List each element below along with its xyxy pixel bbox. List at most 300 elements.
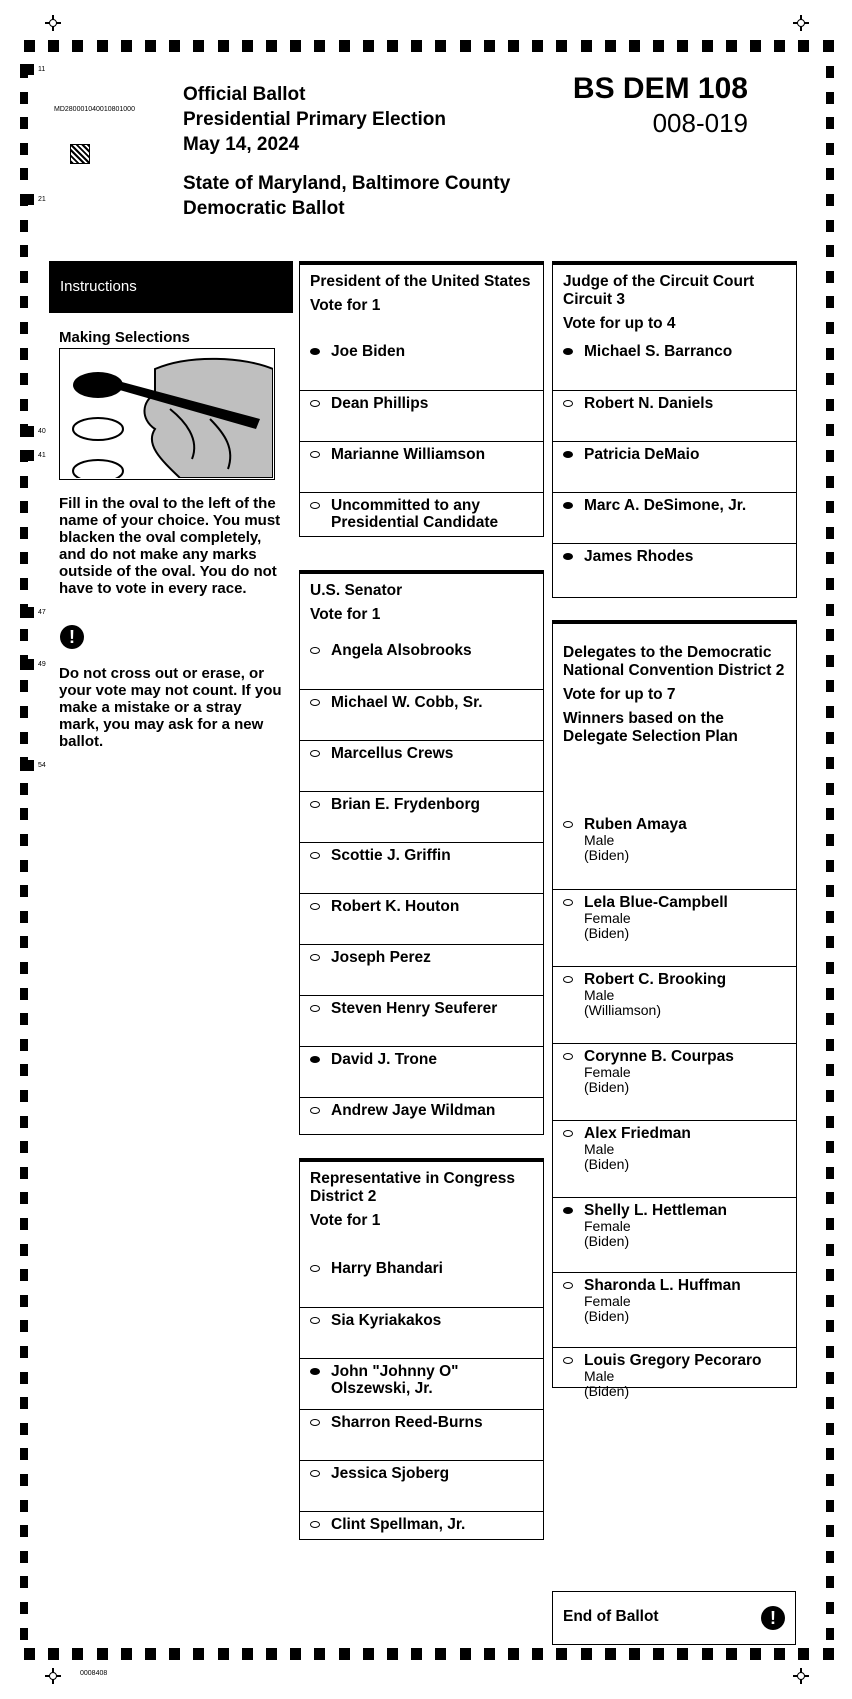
- qr-code-icon: [70, 144, 90, 164]
- candidate-row[interactable]: [300, 842, 543, 893]
- timing-mark: [20, 1448, 28, 1460]
- candidate-row[interactable]: [553, 812, 796, 889]
- timing-mark: [20, 373, 28, 385]
- candidate-name: Marc A. DeSimone, Jr.: [584, 497, 747, 514]
- candidate-name-block: [331, 949, 531, 966]
- timing-mark: [20, 1218, 28, 1230]
- timing-mark: [702, 1648, 713, 1660]
- timing-mark: [826, 629, 834, 641]
- candidate-pledge: (Williamson): [584, 1002, 661, 1018]
- empty-oval[interactable]: [310, 451, 320, 458]
- timing-mark: [20, 1192, 28, 1204]
- empty-oval[interactable]: [310, 750, 320, 757]
- timing-mark: [508, 40, 519, 52]
- candidate-row[interactable]: [553, 492, 796, 543]
- timing-mark: [823, 40, 834, 52]
- end-of-ballot-box: [552, 1591, 796, 1645]
- timing-mark: [826, 1269, 834, 1281]
- timing-mark: [20, 578, 28, 590]
- timing-mark: [314, 40, 325, 52]
- timing-mark: [826, 476, 834, 488]
- timing-mark: [826, 808, 834, 820]
- timing-mark: [826, 655, 834, 667]
- candidate-name: Marcellus Crews: [331, 745, 454, 762]
- candidate-row[interactable]: [300, 995, 543, 1046]
- timing-mark: [20, 527, 28, 539]
- timing-mark: [339, 40, 350, 52]
- timing-mark: [387, 40, 398, 52]
- candidate-row[interactable]: [553, 1120, 796, 1197]
- candidate-name: Ruben Amaya: [584, 816, 687, 833]
- margin-number: 54: [38, 762, 46, 769]
- candidate-gender: Female: [584, 1064, 631, 1080]
- timing-mark: [826, 168, 834, 180]
- timing-mark: [460, 1648, 471, 1660]
- candidate-name: Dean Phillips: [331, 395, 429, 412]
- empty-oval[interactable]: [310, 1005, 320, 1012]
- candidate-row[interactable]: [300, 1409, 543, 1460]
- ballot-id-small: MD280001040010801000: [54, 106, 135, 113]
- timing-mark: [826, 834, 834, 846]
- candidate-gender: Female: [584, 1218, 631, 1234]
- timing-mark: [826, 1244, 834, 1256]
- candidate-row[interactable]: [553, 1272, 796, 1347]
- timing-mark: [826, 1397, 834, 1409]
- contest-title: Delegates to the Democratic National Convention District 2: [563, 644, 785, 679]
- fill-instructions: Fill in the oval to the left of the name of your choice. You must blacken the oval completely, and do not make any marks outside of the oval. You do not have to vote in every race.: [59, 495, 281, 597]
- timing-mark: [605, 1648, 616, 1660]
- timing-mark: [97, 40, 108, 52]
- candidate-name: Brian E. Frydenborg: [331, 796, 480, 813]
- candidate-name-block: [331, 694, 531, 711]
- timing-mark: [826, 1423, 834, 1435]
- timing-mark: [20, 1039, 28, 1051]
- candidate-name-block: [331, 642, 531, 659]
- timing-mark: [20, 680, 28, 692]
- timing-mark: [826, 1295, 834, 1307]
- candidate-name-block: [584, 548, 784, 565]
- margin-mark-47: [20, 607, 34, 618]
- candidate-row[interactable]: [300, 893, 543, 944]
- timing-mark: [145, 1648, 156, 1660]
- candidate-row[interactable]: [300, 1046, 543, 1097]
- timing-mark: [826, 399, 834, 411]
- timing-mark: [826, 962, 834, 974]
- candidate-row[interactable]: [300, 638, 543, 689]
- candidate-name: Jessica Sjoberg: [331, 1465, 450, 1482]
- timing-mark: [532, 1648, 543, 1660]
- candidate-row[interactable]: [300, 689, 543, 740]
- margin-number: 11: [38, 66, 46, 73]
- timing-mark: [581, 40, 592, 52]
- timing-mark: [20, 1423, 28, 1435]
- timing-mark: [20, 476, 28, 488]
- candidate-row[interactable]: [300, 1256, 543, 1307]
- candidate-name: Steven Henry Seuferer: [331, 1000, 498, 1017]
- timing-mark: [20, 911, 28, 923]
- timing-mark: [826, 194, 834, 206]
- empty-oval[interactable]: [310, 954, 320, 961]
- header-line-1: Official Ballot: [183, 84, 306, 105]
- contest-congress: [299, 1158, 544, 1540]
- timing-mark: [826, 245, 834, 257]
- contest-delegates: [552, 620, 797, 1399]
- candidate-name: Scottie J. Griffin: [331, 847, 451, 864]
- ballot-style-code: BS DEM 108: [572, 72, 748, 105]
- timing-mark: [24, 40, 35, 52]
- timing-mark: [826, 450, 834, 462]
- timing-mark: [20, 885, 28, 897]
- warning-icon: !: [60, 625, 84, 649]
- instruction-illustration: [59, 348, 275, 480]
- timing-mark: [363, 1648, 374, 1660]
- timing-mark: [20, 1244, 28, 1256]
- candidate-name-block: [584, 1125, 784, 1172]
- candidate-name-block: [331, 1000, 531, 1017]
- example-empty-oval: [73, 460, 123, 478]
- timing-mark: [774, 40, 785, 52]
- empty-oval[interactable]: [310, 1317, 320, 1324]
- empty-oval[interactable]: [310, 1265, 320, 1272]
- candidate-name-block: [584, 343, 784, 360]
- vote-for: Vote for 1: [310, 1212, 381, 1229]
- filled-oval[interactable]: [563, 502, 573, 509]
- timing-mark: [20, 1320, 28, 1332]
- candidate-name: Robert K. Houton: [331, 898, 460, 915]
- candidate-name-block: [331, 1516, 531, 1533]
- timing-mark: [532, 40, 543, 52]
- timing-mark: [826, 1602, 834, 1614]
- timing-mark: [826, 143, 834, 155]
- filled-oval[interactable]: [563, 1207, 573, 1214]
- empty-oval[interactable]: [310, 502, 320, 509]
- timing-mark: [556, 1648, 567, 1660]
- candidate-name-block: [584, 1352, 784, 1399]
- timing-mark: [121, 1648, 132, 1660]
- timing-mark: [20, 143, 28, 155]
- timing-mark: [826, 271, 834, 283]
- candidate-name-block: [331, 847, 531, 864]
- empty-oval[interactable]: [310, 400, 320, 407]
- timing-mark: [20, 1167, 28, 1179]
- timing-mark: [121, 40, 132, 52]
- empty-oval[interactable]: [563, 1282, 573, 1289]
- margin-mark-54: [20, 760, 34, 771]
- timing-mark: [20, 1064, 28, 1076]
- timing-mark: [826, 373, 834, 385]
- candidate-name-block: [584, 1048, 784, 1095]
- filled-oval[interactable]: [310, 348, 320, 355]
- empty-oval[interactable]: [310, 801, 320, 808]
- candidate-row[interactable]: [553, 966, 796, 1043]
- timing-mark: [826, 66, 834, 78]
- candidate-name: Uncommitted to any Presidential Candidate: [331, 497, 499, 531]
- timing-mark: [702, 40, 713, 52]
- contest-judge: [552, 261, 797, 598]
- candidate-name: Patricia DeMaio: [584, 446, 700, 463]
- timing-mark: [193, 40, 204, 52]
- timing-mark: [826, 757, 834, 769]
- timing-mark: [823, 1648, 834, 1660]
- empty-oval[interactable]: [563, 976, 573, 983]
- timing-mark: [826, 1320, 834, 1332]
- contest-title: Representative in Congress District 2: [310, 1170, 516, 1205]
- timing-mark: [750, 40, 761, 52]
- timing-mark: [20, 1116, 28, 1128]
- timing-mark: [484, 1648, 495, 1660]
- filled-oval[interactable]: [310, 1368, 320, 1375]
- margin-mark-21: [20, 194, 34, 205]
- candidate-row[interactable]: [300, 390, 543, 441]
- timing-mark: [20, 962, 28, 974]
- candidate-row[interactable]: [553, 390, 796, 441]
- candidate-row[interactable]: [300, 791, 543, 842]
- header-line-3: May 14, 2024: [183, 134, 300, 155]
- vote-for: Vote for 1: [310, 297, 381, 314]
- timing-mark: [20, 629, 28, 641]
- candidate-row[interactable]: [553, 1043, 796, 1120]
- making-selections-heading: Making Selections: [59, 329, 190, 346]
- candidate-name-block: [584, 395, 784, 412]
- timing-mark: [411, 40, 422, 52]
- candidate-name-block: [331, 1414, 531, 1431]
- timing-mark: [72, 40, 83, 52]
- empty-oval[interactable]: [310, 1419, 320, 1426]
- timing-mark: [20, 501, 28, 513]
- filled-oval[interactable]: [563, 553, 573, 560]
- contest-header: [300, 1162, 543, 1256]
- candidate-name-block: [331, 1465, 531, 1482]
- timing-mark: [581, 1648, 592, 1660]
- candidate-gender: Male: [584, 1141, 615, 1157]
- candidate-gender: Male: [584, 1368, 615, 1384]
- margin-mark-11: [20, 64, 34, 75]
- candidate-name-block: [331, 343, 531, 360]
- timing-mark: [826, 885, 834, 897]
- contest-header: [553, 265, 796, 339]
- timing-mark: [653, 40, 664, 52]
- timing-mark: [750, 1648, 761, 1660]
- candidate-row[interactable]: [300, 1097, 543, 1148]
- timing-mark: [242, 1648, 253, 1660]
- candidate-list: [300, 638, 543, 1148]
- candidate-name-block: [584, 497, 784, 514]
- timing-mark: [826, 348, 834, 360]
- candidate-row[interactable]: [553, 339, 796, 390]
- timing-mark: [826, 1013, 834, 1025]
- candidate-name: Sia Kyriakakos: [331, 1312, 442, 1329]
- timing-mark: [20, 1474, 28, 1486]
- timing-mark: [20, 808, 28, 820]
- timing-mark: [411, 1648, 422, 1660]
- candidate-pledge: (Biden): [584, 1079, 630, 1095]
- candidate-name-block: [584, 816, 784, 863]
- timing-mark: [20, 1141, 28, 1153]
- header-line-5: Democratic Ballot: [183, 198, 345, 219]
- contest-title: President of the United States: [310, 273, 531, 290]
- candidate-gender: Male: [584, 832, 615, 848]
- contest-header: [300, 574, 543, 638]
- timing-mark: [145, 40, 156, 52]
- timing-mark: [20, 322, 28, 334]
- timing-mark: [826, 322, 834, 334]
- timing-mark: [363, 40, 374, 52]
- candidate-name: Louis Gregory Pecoraro: [584, 1352, 762, 1369]
- timing-mark: [435, 40, 446, 52]
- timing-mark: [677, 1648, 688, 1660]
- margin-mark-49: [20, 659, 34, 670]
- empty-oval[interactable]: [310, 647, 320, 654]
- timing-mark: [20, 552, 28, 564]
- header-line-4: State of Maryland, Baltimore County: [183, 173, 511, 194]
- candidate-row[interactable]: [553, 889, 796, 966]
- timing-mark: [826, 1116, 834, 1128]
- candidate-row[interactable]: [300, 1358, 543, 1409]
- candidate-name: David J. Trone: [331, 1051, 437, 1068]
- timing-mark: [629, 40, 640, 52]
- candidate-name-block: [584, 894, 784, 941]
- timing-mark: [826, 1167, 834, 1179]
- registration-mark-top-left: [45, 15, 61, 31]
- empty-oval[interactable]: [310, 903, 320, 910]
- candidate-name-block: [331, 395, 531, 412]
- candidate-row[interactable]: [300, 1460, 543, 1511]
- timing-mark: [20, 1576, 28, 1588]
- empty-oval[interactable]: [310, 1107, 320, 1114]
- timing-mark: [20, 860, 28, 872]
- timing-mark: [20, 988, 28, 1000]
- timing-mark: [169, 40, 180, 52]
- timing-mark: [20, 936, 28, 948]
- candidate-name-block: [331, 1260, 531, 1277]
- timing-mark: [826, 911, 834, 923]
- candidate-name: Lela Blue-Campbell: [584, 894, 728, 911]
- candidate-gender: Male: [584, 987, 615, 1003]
- candidate-name-block: [331, 446, 531, 463]
- timing-mark: [435, 1648, 446, 1660]
- timing-mark: [20, 92, 28, 104]
- margin-mark-41: [20, 450, 34, 461]
- candidate-row[interactable]: [300, 1307, 543, 1358]
- candidate-pledge: (Biden): [584, 1233, 630, 1249]
- timing-mark: [20, 168, 28, 180]
- timing-mark: [826, 988, 834, 1000]
- candidate-row[interactable]: [300, 441, 543, 492]
- empty-oval[interactable]: [563, 1357, 573, 1364]
- timing-mark: [605, 40, 616, 52]
- filled-oval[interactable]: [563, 451, 573, 458]
- candidate-name-block: [331, 497, 531, 531]
- timing-mark: [726, 1648, 737, 1660]
- candidate-name-block: [584, 1277, 784, 1324]
- instructions-bar: Instructions: [49, 261, 293, 313]
- candidate-row[interactable]: [300, 1511, 543, 1562]
- candidate-name: Clint Spellman, Jr.: [331, 1516, 466, 1533]
- empty-oval[interactable]: [563, 821, 573, 828]
- timing-mark: [826, 1525, 834, 1537]
- timing-mark: [20, 296, 28, 308]
- timing-mark: [826, 578, 834, 590]
- candidate-name-block: [331, 1102, 531, 1119]
- precinct-code: 008-019: [652, 108, 748, 138]
- candidate-name: Harry Bhandari: [331, 1260, 443, 1277]
- timing-mark: [20, 1397, 28, 1409]
- candidate-name: Corynne B. Courpas: [584, 1048, 734, 1065]
- candidate-row[interactable]: [300, 339, 543, 390]
- candidate-row[interactable]: [553, 1197, 796, 1272]
- candidate-pledge: (Biden): [584, 847, 630, 863]
- filled-oval[interactable]: [310, 1056, 320, 1063]
- timing-mark: [20, 783, 28, 795]
- candidate-name-block: [331, 1363, 531, 1397]
- candidate-pledge: (Biden): [584, 1156, 630, 1172]
- timing-mark: [826, 220, 834, 232]
- candidate-list: [300, 339, 543, 545]
- timing-mark: [20, 220, 28, 232]
- vote-for: Vote for up to 4: [563, 315, 676, 332]
- timing-mark: [826, 296, 834, 308]
- timing-mark: [798, 1648, 809, 1660]
- candidate-row[interactable]: [553, 441, 796, 492]
- candidate-row[interactable]: [300, 944, 543, 995]
- timing-mark: [20, 706, 28, 718]
- timing-mark: [20, 1551, 28, 1563]
- candidate-list: [553, 812, 796, 1422]
- empty-oval[interactable]: [563, 1053, 573, 1060]
- timing-mark: [72, 1648, 83, 1660]
- empty-oval[interactable]: [310, 1521, 320, 1528]
- timing-mark: [97, 1648, 108, 1660]
- margin-number: 41: [38, 452, 46, 459]
- candidate-row[interactable]: [553, 1347, 796, 1422]
- filled-oval[interactable]: [563, 348, 573, 355]
- candidate-name-block: [584, 971, 784, 1018]
- timing-mark: [826, 1474, 834, 1486]
- vote-for: Vote for up to 7: [563, 686, 676, 703]
- timing-mark: [826, 860, 834, 872]
- empty-oval[interactable]: [563, 899, 573, 906]
- empty-oval[interactable]: [310, 1470, 320, 1477]
- timing-mark: [20, 1269, 28, 1281]
- registration-mark-bottom-right: [793, 1668, 809, 1684]
- candidate-name: Marianne Williamson: [331, 446, 486, 463]
- footer-serial: 0008408: [80, 1670, 108, 1677]
- timing-mark: [508, 1648, 519, 1660]
- timing-mark: [460, 40, 471, 52]
- timing-mark: [387, 1648, 398, 1660]
- timing-mark: [314, 1648, 325, 1660]
- candidate-name-block: [584, 446, 784, 463]
- empty-oval[interactable]: [310, 699, 320, 706]
- timing-mark: [266, 40, 277, 52]
- empty-oval[interactable]: [310, 852, 320, 859]
- candidate-row[interactable]: [300, 740, 543, 791]
- timing-mark: [653, 1648, 664, 1660]
- timing-mark: [20, 1500, 28, 1512]
- candidate-row[interactable]: [300, 492, 543, 545]
- selection-note: Winners based on the Delegate Selection Plan: [563, 710, 738, 745]
- example-filled-oval: [73, 372, 123, 398]
- candidate-list: [553, 339, 796, 594]
- end-of-ballot-label: End of Ballot: [563, 1608, 659, 1625]
- timing-mark: [826, 1192, 834, 1204]
- contest-senator: [299, 570, 544, 1135]
- timing-mark: [24, 1648, 35, 1660]
- empty-oval[interactable]: [563, 1130, 573, 1137]
- candidate-name: Alex Friedman: [584, 1125, 691, 1142]
- candidate-row[interactable]: [553, 543, 796, 594]
- empty-oval[interactable]: [563, 400, 573, 407]
